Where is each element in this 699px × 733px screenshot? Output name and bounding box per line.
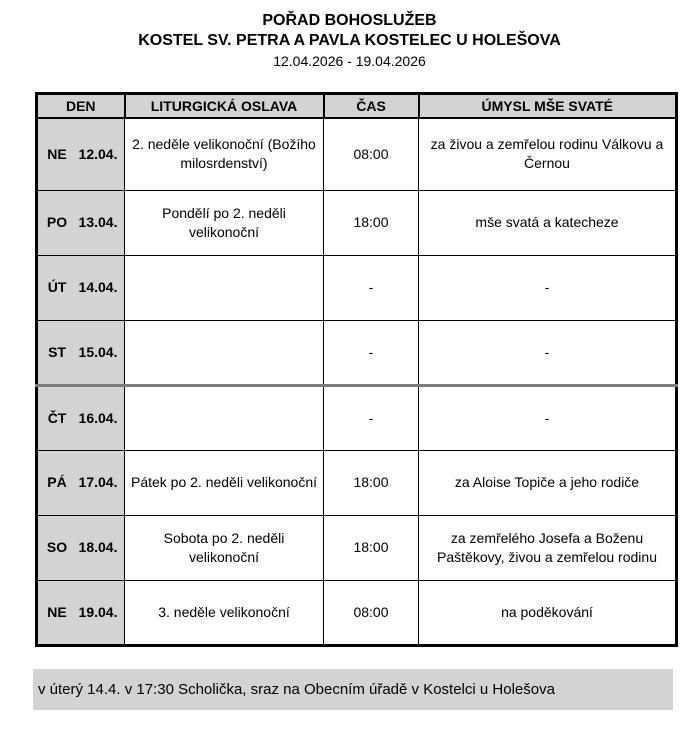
time-cell: 08:00 — [324, 118, 419, 190]
document-header — [0, 0, 699, 71]
celebration-cell — [125, 385, 324, 450]
day-date: 14.04. — [78, 279, 118, 295]
day-abbrev: ÚT — [47, 279, 67, 295]
celebration-cell: 2. neděle velikonoční (Božího milosrdenství) — [125, 118, 324, 190]
time-cell: 08:00 — [324, 580, 419, 645]
day-cell — [37, 320, 125, 385]
day-cell — [37, 385, 125, 450]
day-abbrev: PÁ — [47, 474, 67, 490]
intention-cell: za živou a zemřelou rodinu Válkovu a Černou — [419, 118, 677, 190]
column-header-cas: ČAS — [324, 94, 419, 119]
celebration-cell — [125, 320, 324, 385]
table-row — [37, 385, 677, 450]
table-row — [37, 118, 677, 190]
document-title: POŘAD BOHOSLUŽEB — [262, 12, 437, 29]
table-row — [37, 450, 677, 515]
celebration-cell: Sobota po 2. neděli velikonoční — [125, 515, 324, 580]
day-date: 18.04. — [78, 539, 118, 555]
intention-cell: - — [419, 320, 677, 385]
time-cell: 18:00 — [324, 450, 419, 515]
footer-note-text: v úterý 14.4. v 17:30 Scholička, sraz na Obecním úřadě v Kostelci u Holešova — [38, 680, 555, 698]
intention-cell: - — [419, 385, 677, 450]
intention-cell: - — [419, 255, 677, 320]
time-cell: - — [324, 385, 419, 450]
day-abbrev: ST — [48, 343, 66, 360]
celebration-cell — [125, 255, 324, 320]
day-abbrev: ČT — [47, 409, 67, 426]
day-abbrev: NE — [47, 145, 67, 162]
intention-cell: za zemřelého Josefa a Boženu Paštěkovy, živou a zemřelou rodinu — [419, 515, 677, 580]
intention-cell: za Aloise Topiče a jeho rodiče — [419, 450, 677, 515]
column-header-den: DEN — [37, 94, 125, 119]
footer-note — [33, 669, 673, 710]
day-cell — [37, 118, 125, 190]
day-cell — [37, 515, 125, 580]
column-header-umysl-mse-svate: ÚMYSL MŠE SVATÉ — [419, 94, 677, 119]
table-row — [37, 515, 677, 580]
day-date: 16.04. — [78, 409, 118, 426]
day-date: 19.04. — [78, 603, 118, 620]
day-date: 13.04. — [78, 214, 118, 230]
schedule-table — [35, 92, 678, 647]
table-row — [37, 190, 677, 255]
column-header-liturgicka-oslava: LITURGICKÁ OSLAVA — [125, 94, 324, 119]
day-abbrev: PO — [46, 214, 68, 230]
celebration-cell: Pátek po 2. neděli velikonoční — [125, 450, 324, 515]
time-cell: - — [324, 255, 419, 320]
time-cell: - — [324, 320, 419, 385]
day-date: 17.04. — [78, 474, 118, 490]
day-abbrev: SO — [46, 539, 68, 555]
day-cell — [37, 580, 125, 645]
table-row — [37, 320, 677, 385]
document-subtitle: KOSTEL SV. PETRA A PAVLA KOSTELEC U HOLEŠOVA — [138, 32, 561, 49]
date-range: 12.04.2026 - 19.04.2026 — [273, 53, 426, 69]
intention-cell: na poděkování — [419, 580, 677, 645]
time-cell: 18:00 — [324, 190, 419, 255]
celebration-cell: Pondělí po 2. neděli velikonoční — [125, 190, 324, 255]
table-row — [37, 255, 677, 320]
day-cell — [37, 450, 125, 515]
time-cell: 18:00 — [324, 515, 419, 580]
header-row — [37, 94, 677, 119]
day-date: 15.04. — [78, 343, 118, 360]
schedule-table-body — [37, 118, 677, 645]
table-row — [37, 580, 677, 645]
day-cell — [37, 190, 125, 255]
day-date: 12.04. — [78, 145, 118, 162]
schedule-table-header — [37, 94, 677, 119]
day-cell — [37, 255, 125, 320]
day-abbrev: NE — [47, 603, 67, 620]
celebration-cell: 3. neděle velikonoční — [125, 580, 324, 645]
intention-cell: mše svatá a katecheze — [419, 190, 677, 255]
